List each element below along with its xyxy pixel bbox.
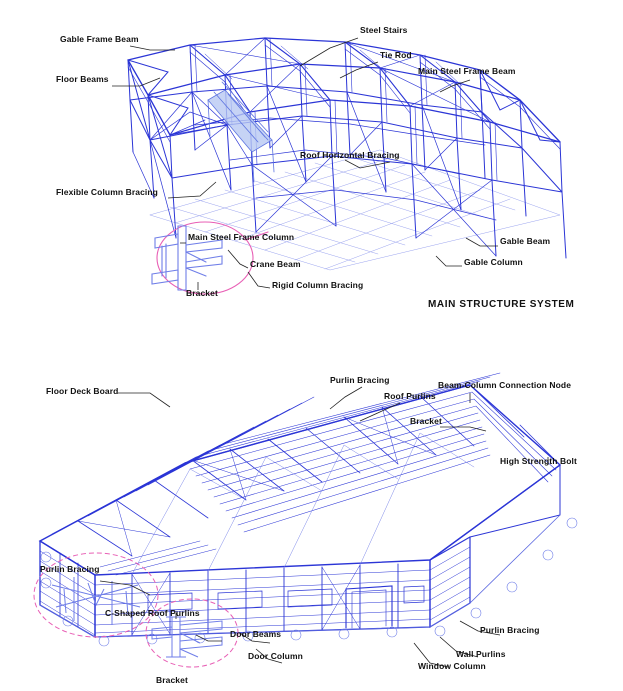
label-purlin-bracing-left: Purlin Bracing: [40, 564, 100, 574]
label-purlin-bracing-right: Purlin Bracing: [480, 625, 540, 635]
label-purlin-bracing-top: Purlin Bracing: [330, 375, 390, 385]
label-door-beams: Door Beams: [230, 629, 282, 639]
label-main-steel-frame-column: Main Steel Frame Column: [188, 232, 295, 242]
label-tie-rod: Tie Rod: [380, 50, 412, 60]
main-structure-system-diagram: [0, 0, 623, 345]
label-steel-stairs: Steel Stairs: [360, 25, 408, 35]
enclosure-system-drawing: [0, 345, 623, 691]
label-roof-horizontal-bracing: Roof Horizontal Bracing: [300, 150, 400, 160]
label-door-column: Door Column: [248, 651, 303, 661]
label-gable-frame-beam: Gable Frame Beam: [60, 34, 139, 44]
enclosure-system-diagram: [0, 345, 623, 691]
label-flexible-column-bracing: Flexible Column Bracing: [56, 187, 158, 197]
label-wall-purlins: Wall Purlins: [456, 649, 506, 659]
main-structure-system-caption: MAIN STRUCTURE SYSTEM: [428, 299, 575, 310]
label-gable-beam: Gable Beam: [500, 236, 551, 246]
label-rigid-column-bracing: Rigid Column Bracing: [272, 280, 364, 290]
label-high-strength-bolt: High Strength Bolt: [500, 456, 577, 466]
label-beam-column-connection-node: Beam-Column Connection Node: [438, 380, 572, 390]
label-floor-deck-board: Floor Deck Board: [46, 386, 119, 396]
label-window-column: Window Column: [418, 661, 486, 671]
label-main-steel-frame-beam: Main Steel Frame Beam: [418, 66, 516, 76]
main-structure-system-drawing: [0, 0, 623, 345]
label-bracket-right: Bracket: [410, 416, 442, 426]
label-floor-beams: Floor Beams: [56, 74, 109, 84]
label-bracket-top: Bracket: [186, 288, 218, 298]
label-roof-purlins: Roof Purlins: [384, 391, 436, 401]
label-c-shaped-roof-purlins: C-Shaped Roof Purlins: [105, 608, 200, 618]
label-crane-beam: Crane Beam: [250, 259, 301, 269]
label-gable-column: Gable Column: [464, 257, 523, 267]
label-bracket-bottom: Bracket: [156, 675, 188, 685]
